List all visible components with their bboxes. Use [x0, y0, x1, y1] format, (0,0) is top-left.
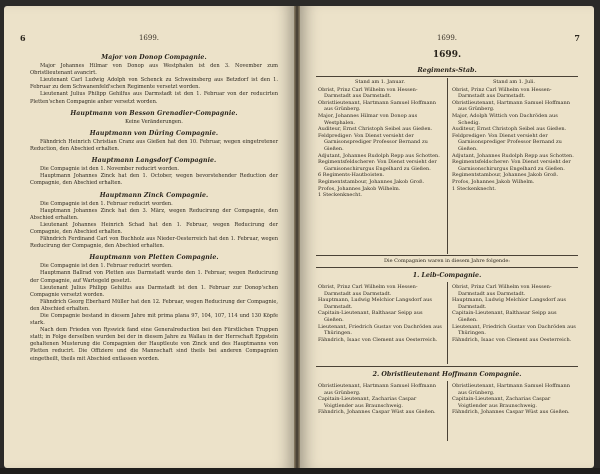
- paragraph: Lieutenant Johannes Heinrich Schad hat den 1. Februar, wegen Reducirung der Compagnie, den Abschied erhalten.: [30, 221, 278, 235]
- list-item: Capitain-Lieutenant, Balthasar Seipp aus Gießen.: [452, 310, 557, 323]
- paragraph: Hauptmann Ballrad von Pletten aus Darmstadt wurde den 1. Februar, wegen Reducirung der Compagnie, auf Wartegeld gesetzt.: [30, 270, 278, 284]
- paragraph: Die Compagnie ist den 1. November reducirt worden.: [40, 166, 179, 173]
- column-divider: [447, 78, 448, 254]
- list-item: Adjutant, Johannes Rudolph Repp aus Schotten.: [318, 152, 440, 159]
- paragraph: Fähndrich Ferdinand Carl von Buchholz aus Nieder-Oesterreich hat den 1. Februar, wegen Reducirung der Compagnie, den Abschied erhalten.: [30, 236, 278, 250]
- list-item: 6 Regiments-Hautboisten.: [318, 172, 385, 179]
- list-item: Regimentsfeldscherer: Von Dienst versieht der Garnisonschirurgus Engelhard zu Gießen.: [452, 159, 571, 172]
- company2-right-column: [452, 383, 576, 416]
- section-heading: Hauptmann von Pletten Compagnie.: [89, 254, 219, 262]
- list-item: Auditeur, Ernst Christoph Seibel aus Gießen.: [452, 126, 567, 133]
- column-divider: [447, 282, 448, 364]
- stab-left-column: [318, 79, 442, 199]
- list-item: Regimentstambour, Johannes Jakob Groß.: [318, 178, 425, 185]
- paragraph: Die Compagnie ist den 1. Februar reducirt worden.: [40, 263, 173, 270]
- company-title: 2. Obristlieutenant Hoffmann Compagnie.: [372, 371, 522, 378]
- list-item: Hauptmann, Ludwig Melchior Langsdorf aus Darmstadt.: [452, 297, 566, 310]
- list-item: Major, Johannes Hilmar von Donop aus Westphalen.: [318, 112, 418, 126]
- year-title: 1699.: [432, 50, 462, 60]
- list-item: 1 Steckenknecht.: [452, 185, 497, 192]
- paragraph: Die Compagnie ist den 1. Februar reducirt worden.: [40, 200, 173, 207]
- section-heading: Major von Donop Compagnie.: [101, 54, 207, 61]
- list-item: Obrist, Prinz Carl Wilhelm von Hessen-Darmstadt aus Darmstadt.: [452, 86, 552, 100]
- left-page-number: 6: [20, 33, 26, 43]
- list-item: Lieutenant, Friedrich Gustav von Dachröden aus Thüringen.: [452, 323, 576, 337]
- section-heading: Hauptmann von Düring Compagnie.: [89, 129, 219, 137]
- left-page: [4, 6, 294, 468]
- list-item: Lieutenant, Friedrich Gustav von Dachröden aus Thüringen.: [318, 323, 442, 337]
- right-page-number: 7: [574, 33, 580, 43]
- paragraph: Lieutenant Carl Ludwig Adolph von Schenck zu Schweinsberg aus Betzdorf ist den 1. Februar zu dem Schwanenfeld'schen Regimente versetzt worden.: [30, 77, 278, 91]
- list-item: Regimentstambour, Johannes Jakob Groß.: [452, 172, 559, 179]
- paragraph: Fähndrich Georg Eberhard Müller hat den 12. Februar, wegen Reducirung der Compagnie, den Abschied erhalten.: [30, 298, 278, 312]
- list-item: Feldprediger: Von Dienst versieht der Garnisonsprediger Professor Bernand zu Gießen.: [452, 132, 562, 152]
- list-item: Capitain-Lieutenant, Zacharias Caspar Voigtlender aus Braunschweig.: [452, 396, 551, 409]
- column-divider: [447, 381, 448, 441]
- section-heading: Hauptmann Langsdorf Compagnie.: [91, 157, 217, 165]
- list-item: Major, Adolph Wittich von Dachröden aus Schedig.: [452, 112, 558, 126]
- divider: [316, 267, 578, 268]
- paragraph: Major Johannes Hilmar von Donop aus Westphalen ist den 3. November zum Obristlieutenant avancirt.: [30, 63, 278, 77]
- companies-note: Die Compagnien waren in diesem Jahre folgende:: [384, 258, 510, 264]
- left-running-header: 1699.: [138, 34, 160, 42]
- company2-left-column: [318, 383, 442, 416]
- book-edge: [0, 468, 600, 474]
- list-item: Obristlieutenant, Hartmann Samuel Hoffmann aus Grünberg.: [318, 99, 436, 113]
- list-item: Fähndrich, Isaac von Clement aus Oesterreich.: [452, 336, 572, 343]
- list-item: Capitain-Lieutenant, Zacharias Caspar Voigtlender aus Braunschweig.: [318, 396, 417, 409]
- company1-right-column: [452, 284, 576, 343]
- paragraph: Fähndrich Heinrich Christian Cranz aus Gießen hat den 10. Februar, wegen eingetretener Reduction, den Abschied erhalten.: [30, 138, 278, 153]
- list-item: Obristlieutenant, Hartmann Samuel Hoffmann aus Grünberg.: [452, 99, 570, 113]
- divider: [316, 255, 578, 256]
- paragraph: Lieutenant Julius Philipp Gehilfus aus Darmstadt ist den 1. Februar von der reducirten Pletten'schen Compagnie anher versetzt worden.: [30, 91, 278, 105]
- divider: [316, 366, 578, 367]
- list-item: Obrist, Prinz Carl Wilhelm von Hessen-Darmstadt aus Darmstadt.: [318, 86, 418, 100]
- right-running-header: 1699.: [436, 34, 458, 42]
- list-item: Adjutant, Johannes Rudolph Repp aus Schotten.: [452, 152, 574, 159]
- paragraph: Hauptmann Johannes Zinck hat den 1. October, wegen bevorstehender Reduction der Compagnie, den Abschied erhalten.: [30, 173, 278, 187]
- list-item: Profos, Johannes Jakob Wilhelm.: [318, 185, 401, 192]
- column-header: Stand am 1. Juli.: [492, 79, 536, 85]
- paragraph: Lieutenant Julius Philipp Gehilfus aus Darmstadt ist den 1. Februar zur Donop'schen Compagnie versetzt worden.: [30, 284, 278, 298]
- section-title: Regiments-Stab.: [417, 66, 477, 74]
- left-page-body: [30, 50, 278, 363]
- list-item: Obristlieutenant, Hartmann Samuel Hoffmann aus Grünberg.: [318, 383, 436, 396]
- paragraph: Nach dem Frieden von Ryswick fand eine Generalreduction bei den Fürstlichen Truppen statt; in Folge derselben wurden bei der in diesem Jahre zu Wallau in der Herrschaft Eppstein gehaltenen Musterung die Compagnien der Hauptleute von Zinck und des Hauptmanns von Pletten reducirt. Die Offiziere und die Mannschaft sind theils bei anderen Compagnien eingetheilt, theils mit Abschied entlassen worden.: [30, 327, 278, 362]
- list-item: Obrist, Prinz Carl Wilhelm von Hessen-Darmstadt aus Darmstadt.: [452, 284, 552, 297]
- list-item: Regimentsfeldscherer: Von Dienst versieht der Garnisonschirurgus Engelhard zu Gießen.: [318, 159, 437, 172]
- section-heading: Hauptmann von Besson Grenadier-Compagnie.: [70, 109, 238, 117]
- list-item: 1 Steckenknecht.: [318, 192, 363, 199]
- paragraph: Hauptmann Johannes Zinck hat den 3. März, wegen Reducirung der Compagnie, den Abschied erhalten.: [30, 207, 278, 221]
- list-item: Feldprediger: Von Dienst versieht der Garnisonsprediger Professor Bernand zu Gießen.: [318, 132, 428, 152]
- list-item: Fähndrich, Johannes Caspar Wüst aus Gießen.: [452, 409, 570, 416]
- list-item: Auditeur, Ernst Christoph Seibel aus Gießen.: [318, 126, 433, 133]
- right-page: [300, 6, 594, 468]
- list-item: Profos, Johannes Jakob Wilhelm.: [452, 178, 535, 185]
- section-heading: Hauptmann Zinck Compagnie.: [99, 191, 209, 199]
- list-item: Fähndrich, Johannes Caspar Wüst aus Gießen.: [318, 409, 436, 416]
- list-item: Hauptmann, Ludwig Melchior Langsdorf aus Darmstadt.: [318, 297, 432, 310]
- paragraph: Die Compagnie bestand in diesem Jahre mit prima plana 97, 104, 107, 114 und 130 Köpfe stark.: [30, 313, 278, 327]
- list-item: Fähndrich, Isaac von Clement aus Oesterreich.: [318, 336, 438, 343]
- column-header: Stand am 1. Januar.: [355, 79, 405, 85]
- company-title: 1. Leib-Compagnie.: [412, 272, 482, 279]
- divider: [316, 76, 578, 77]
- company1-left-column: [318, 284, 442, 343]
- list-item: Obristlieutenant, Hartmann Samuel Hoffmann aus Grünberg.: [452, 383, 570, 396]
- paragraph: Keine Veränderungen.: [125, 118, 183, 125]
- list-item: Capitain-Lieutenant, Balthasar Seipp aus Gießen.: [318, 310, 423, 323]
- stab-right-column: [452, 79, 576, 192]
- list-item: Obrist, Prinz Carl Wilhelm von Hessen-Darmstadt aus Darmstadt.: [318, 284, 418, 297]
